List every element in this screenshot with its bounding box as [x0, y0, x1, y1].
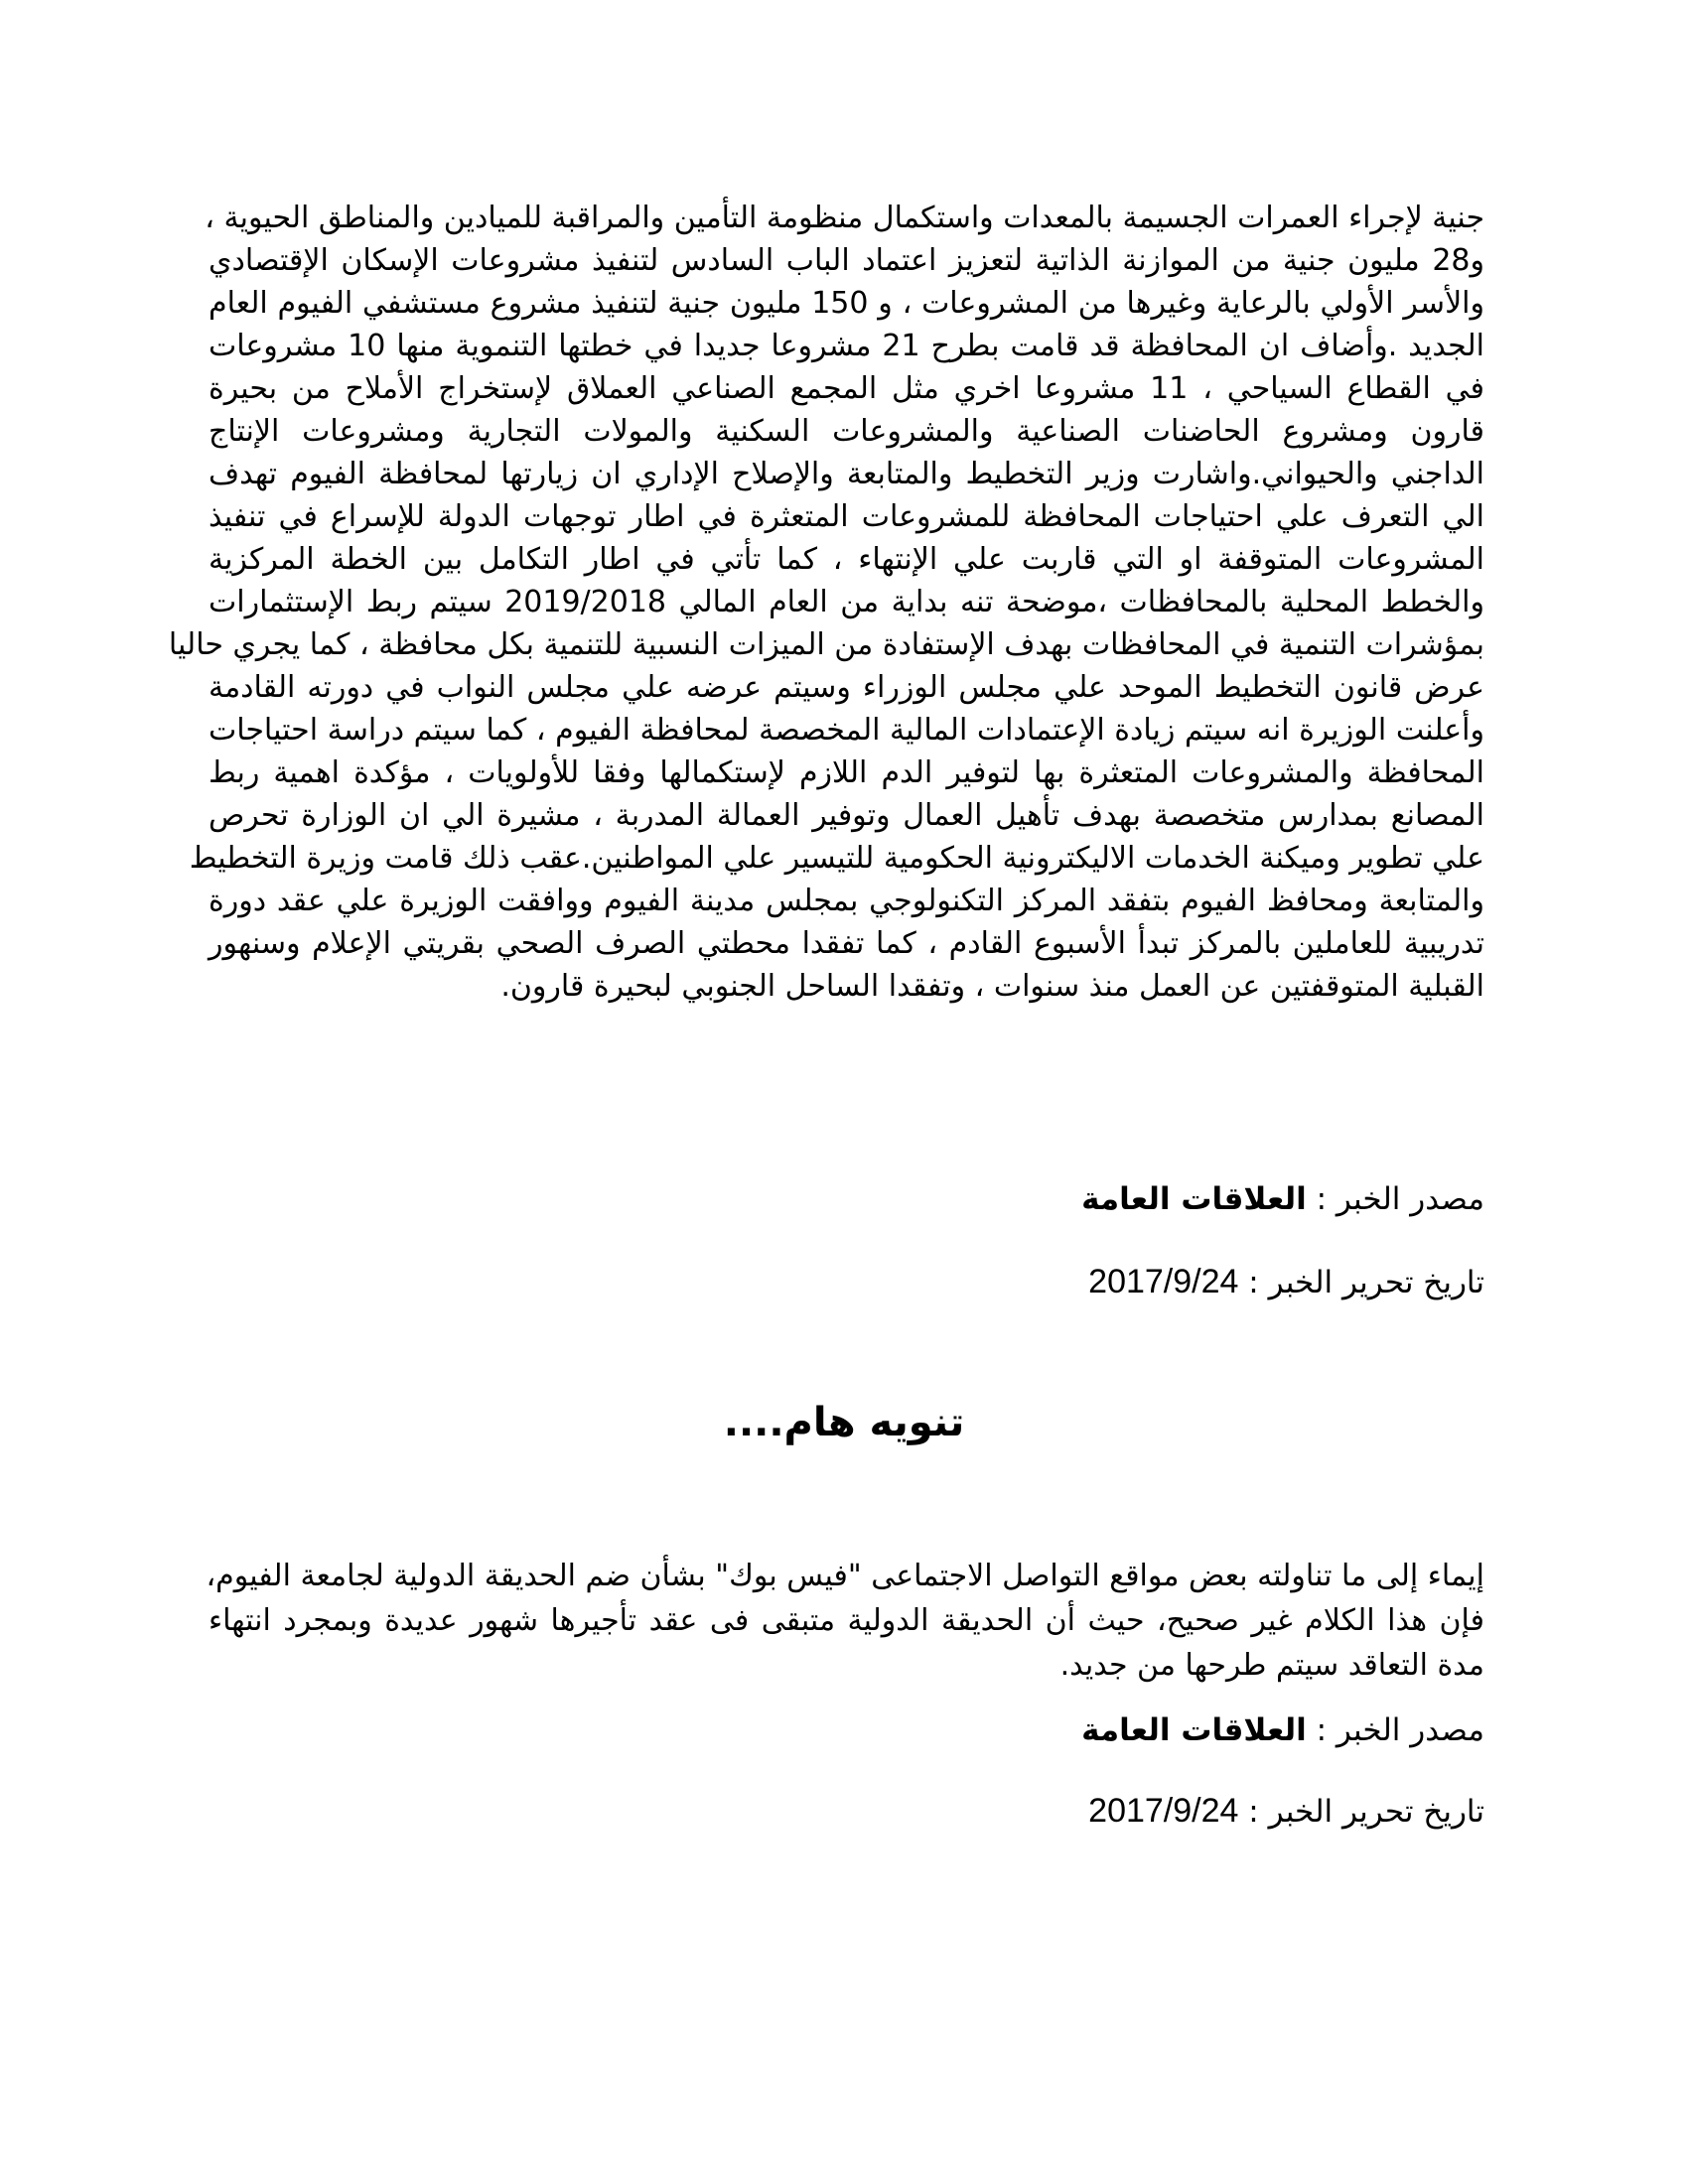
notice-line: إيماء إلى ما تناولته بعض مواقع التواصل الاجتماعى "فيس بوك" بشأن ضم الحديقة الدولية لجامعة الفيوم، [206, 1559, 1484, 1593]
article-line: بمؤشرات التنمية في المحافظات بهدف الإستفادة من الميزات النسبية للتنمية بكل محافظة ، كما يجري حاليا [168, 627, 1484, 662]
article-line: والمتابعة ومحافظ الفيوم بتفقد المركز التكنولوجي بمجلس مدينة الفيوم ووافقت الوزيرة علي عقد دورة [209, 884, 1484, 918]
article-line: وأعلنت الوزيرة انه سيتم زيادة الإعتمادات المالية المخصصة لمحافظة الفيوم ، كما سيتم دراسة احتياجات [209, 713, 1484, 748]
notice-line: مدة التعاقد سيتم طرحها من جديد. [1059, 1648, 1484, 1683]
article-line: في القطاع السياحي ، 11 مشروعا اخري مثل المجمع الصناعي العملاق لإستخراج الأملاح من بحيرة [209, 371, 1484, 406]
notice-title: تنويه هام.... [723, 1400, 965, 1445]
article-line: الي التعرف علي احتياجات المحافظة للمشروعات المتعثرة في اطار توجهات الدولة للإسراع في تنفيذ [209, 499, 1484, 534]
article-line: الجديد .وأضاف ان المحافظة قد قامت بطرح 21 مشروعا جديدا في خطتها التنموية منها 10 مشروعات [209, 329, 1484, 363]
date-label: تاريخ تحرير الخبر : [1248, 1265, 1484, 1300]
article-line: والأسر الأولي بالرعاية وغيرها من المشروعات ، و 150 مليون جنية لتنفيذ مشروع مستشفي الفيوم العام [209, 286, 1484, 321]
notice-source [1081, 1712, 1484, 1748]
article-line: قارون ومشروع الحاضنات الصناعية والمشروعات السكنية والمولات التجارية ومشروعات الإنتاج [209, 414, 1484, 449]
article-date [1088, 1263, 1484, 1301]
article-line: الداجني والحيواني.واشارت وزير التخطيط والمتابعة والإصلاح الإداري ان زيارتها لمحافظة الفيوم تهدف [209, 457, 1484, 491]
date-value: 2017/9/24 [1088, 1792, 1239, 1830]
article-line: المصانع بمدارس متخصصة بهدف تأهيل العمال وتوفير العمالة المدربة ، مشيرة الي ان الوزارة تحرص [209, 798, 1484, 833]
article-line: والخطط المحلية بالمحافظات ،موضحة تنه بداية من العام المالي 2019/2018 سيتم ربط الإستثمارات [209, 585, 1484, 619]
article-line: القبلية المتوقفتين عن العمل منذ سنوات ، وتفقدا الساحل الجنوبي لبحيرة قارون. [500, 969, 1484, 1004]
date-value: 2017/9/24 [1088, 1263, 1239, 1300]
article-line: المشروعات المتوقفة او التي قاربت علي الإنتهاء ، كما تأتي في اطار التكامل بين الخطة المركزية [209, 542, 1484, 577]
notice-line: فإن هذا الكلام غير صحيح، حيث أن الحديقة الدولية متبقى فى عقد تأجيرها شهور عديدة وبمجرد انتهاء [209, 1603, 1484, 1638]
article-paragraph [168, 197, 1484, 1008]
date-label: تاريخ تحرير الخبر : [1248, 1794, 1484, 1830]
source-label: مصدر الخبر : [1316, 1181, 1484, 1217]
notice-date [1088, 1792, 1484, 1831]
article-line: و28 مليون جنية من الموازنة الذاتية لتعزيز اعتماد الباب السادس لتنفيذ مشروعات الإسكان الإقتصادي [209, 243, 1484, 278]
article-line: تدريبية للعاملين بالمركز تبدأ الأسبوع القادم ، كما تفقدا محطتي الصرف الصحي بقريتي الإعلام وسنهور [209, 926, 1484, 961]
article-line: عرض قانون التخطيط الموحد علي مجلس الوزراء وسيتم عرضه علي مجلس النواب في دورته القادمة [209, 670, 1484, 705]
article-line: المحافظة والمشروعات المتعثرة بها لتوفير الدم اللازم لإستكمالها وفقا للأولويات ، مؤكدة اهمية ربط [209, 755, 1484, 790]
article-source [1081, 1181, 1484, 1217]
notice-paragraph [206, 1554, 1484, 1688]
source-value: العلاقات العامة [1081, 1181, 1307, 1217]
article-line: جنية لإجراء العمرات الجسيمة بالمعدات واستكمال منظومة التأمين والمراقبة للميادين والمناطق الحيوية ، [205, 201, 1484, 235]
source-label: مصدر الخبر : [1316, 1712, 1484, 1748]
source-value: العلاقات العامة [1081, 1712, 1307, 1748]
article-line: علي تطوير وميكنة الخدمات الاليكترونية الحكومية للتيسير علي المواطنين.عقب ذلك قامت وزيرة التخطيط [189, 841, 1484, 876]
